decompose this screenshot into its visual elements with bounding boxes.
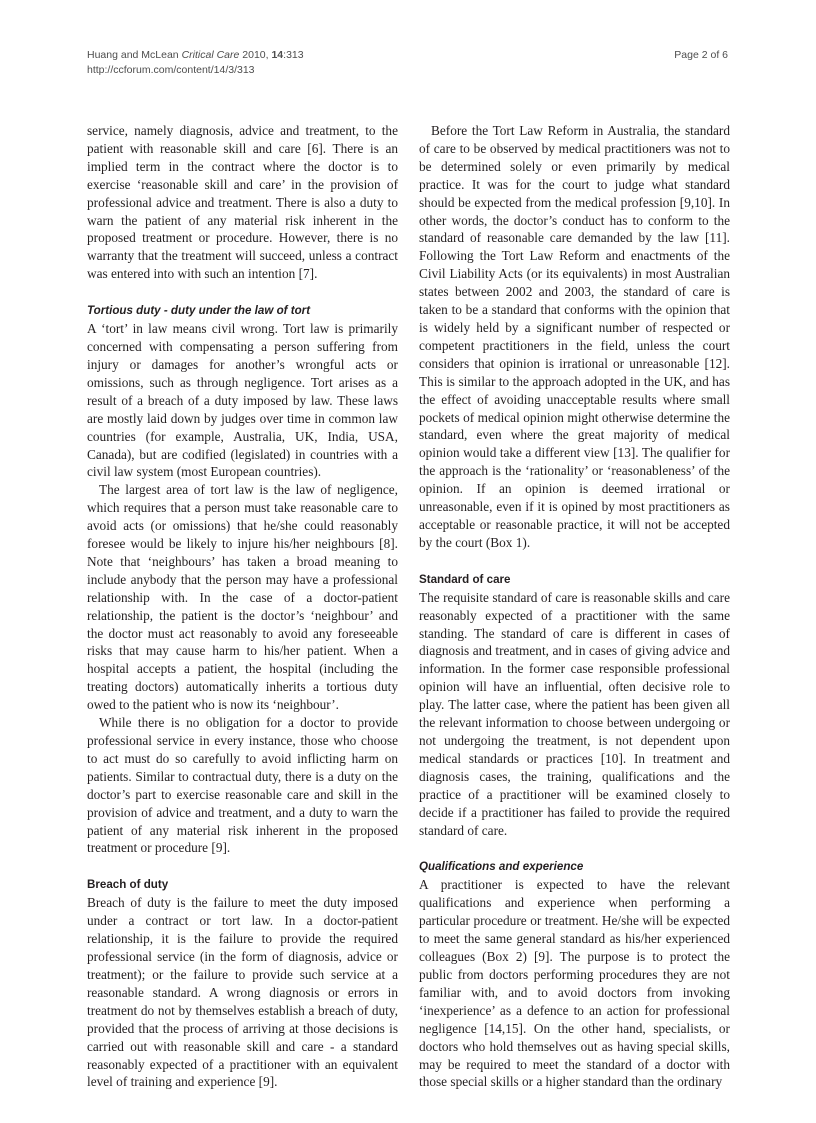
header-volume: 14 bbox=[271, 49, 284, 61]
heading-breach-of-duty: Breach of duty bbox=[87, 878, 169, 892]
header-url[interactable]: http://ccforum.com/content/14/3/313 bbox=[87, 64, 255, 76]
heading-qualifications: Qualifications and experience bbox=[419, 860, 584, 874]
running-header-citation bbox=[87, 48, 304, 78]
paragraph-standard-of-care: The requisite standard of care is reasonable skills and care reasonably expected of a practitioner with the same standing. The standard of care is different in cases of diagnosis and treatment, and in cases of giving advice and information. In the former case responsible professional opinion will have an influential, often decisive role to play. The latter case, where the patient has been given all the relevant information to choose between undergoing or not undergoing the treatment, is not dependent upon medical standards or practices [10]. In treatment and diagnosis cases, the training, qualifications and the practice of a practitioner will be examined closely to decide if a practitioner has failed to provide the required standard of care. bbox=[419, 589, 730, 838]
heading-standard-of-care: Standard of care bbox=[419, 572, 511, 586]
header-article: :313 bbox=[283, 49, 304, 61]
right-column bbox=[419, 122, 730, 1091]
citation-line bbox=[87, 48, 304, 63]
paragraph-contract-continued: service, namely diagnosis, advice and treatment, to the patient with reasonable skill and care [6]. There is an implied term in the contract where the doctor is to exercise ‘reasonable skill and care’ in the provision of professional advice and treatment. There is also a duty to warn the patient of any material risk inherent in the proposed treatment or procedure. However, there is no warranty that the treatment will succeed, unless a contract was entered into with such an intention [7]. bbox=[87, 123, 398, 282]
paragraph-negligence: The largest area of tort law is the law of negligence, which requires that a person must take reasonable care to avoid acts (or omissions) that he/she could reasonably foresee would be likely to injure his/her neighbours [8]. Note that ‘neighbours’ has taken a broad meaning to include anybody that the person may have a professional relationship with. In the case of a doctor-patient relationship, the patient is the doctor’s ‘neighbour’ and the doctor must act reasonably to avoid any foreseeable risks that may cause harm to his/her patient. When a hospital accepts a patient, the hospital (including the treating doctors) automatically inherits a tortious duty owed to the patient who is now its ‘neighbour’. bbox=[87, 482, 398, 713]
paragraph-qualifications: A practitioner is expected to have the relevant qualifications and experience when performing a particular procedure or treatment. He/she will be expected to meet the same general standard as his/her experienced colleagues (Box 2) [9]. The purpose is to protect the public from doctors performing procedures they are not familiar with, and to avoid doctors from invoking ‘inexperience’ as a defence to an action for professional negligence [14,15]. On the other hand, specialists, or doctors who hold themselves out as having special skills, may be required to meet the standard of a doctor with those special skills or a higher standard than the ordinary bbox=[419, 877, 730, 1090]
header-authors: Huang and McLean bbox=[87, 49, 182, 61]
paragraph-tort: A ‘tort’ in law means civil wrong. Tort law is primarily concerned with compensating a person suffering from injury or damages for another’s wrongful acts or omissions, such as through negligence. Tort arises as a result of a breach of a duty imposed by law. These laws are mostly laid down by judges over time in common law countries (for example, Australia, UK, India, USA, Canada), but are codified (legislated) in countries with a civil law system (most European countries). bbox=[87, 321, 398, 480]
page-number: Page 2 of 6 bbox=[674, 49, 728, 61]
header-year: 2010, bbox=[239, 49, 272, 61]
heading-tortious-duty: Tortious duty - duty under the law of tort bbox=[87, 304, 311, 318]
paragraph-obligation: While there is no obligation for a doctor to provide professional service in every instance, those who choose to act must do so carefully to avoid inflicting harm on patients. Similar to contractual duty, there is a duty on the doctor’s part to exercise reasonable care and skill in the provision of advice and treatment, and a duty to warn the patient of any material risk inherent in the proposed treatment or procedure [9]. bbox=[87, 715, 398, 856]
paragraph-tort-reform: Before the Tort Law Reform in Australia, the standard of care to be observed by medical practitioners was not to be determined solely or even primarily by medical practice. It was for the court to judge what standard should be expected from the medical profession [9,10]. In other words, the doctor’s conduct has to conform to the standard of reasonable care demanded by the law [11]. Following the Tort Law Reform and enactments of the Civil Liability Acts (or its equivalents) in most Australian states between 2002 and 2003, the standard of care is taken to be a standard that conforms with the opinion that is widely held by a significant number of respected or competent practitioners in the field, unless the court considers that opinion is irrational or unreasonable [12]. This is similar to the approach adopted in the UK, and has the effect of avoiding unacceptable results where small pockets of medical opinion might otherwise determine the standard, even where the great majority of medical opinion would take a different view [13]. The qualifier for the approach is the ‘rationality’ or ‘reasonableness’ of the opinion. If an opinion is deemed irrational or unreasonable, even if it is opined by most practitioners as acceptable or reasonable practice, it will not be accepted by the court (Box 1). bbox=[419, 123, 730, 550]
paragraph-breach: Breach of duty is the failure to meet the duty imposed under a contract or tort law. In a doctor-patient relationship, it is the failure to provide the required professional service (in the form of diagnosis, advice or treatment); or the failure to provide such service at a reasonable standard. A wrong diagnosis or errors in treatment do not by themselves establish a breach of duty, provided that the process of arriving at those decisions is carried out with reasonable skill and care - a standard reasonably expected of a practitioner with an equivalent level of training and experience [9]. bbox=[87, 895, 398, 1090]
header-journal: Critical Care bbox=[181, 49, 240, 61]
left-column bbox=[87, 122, 398, 1091]
